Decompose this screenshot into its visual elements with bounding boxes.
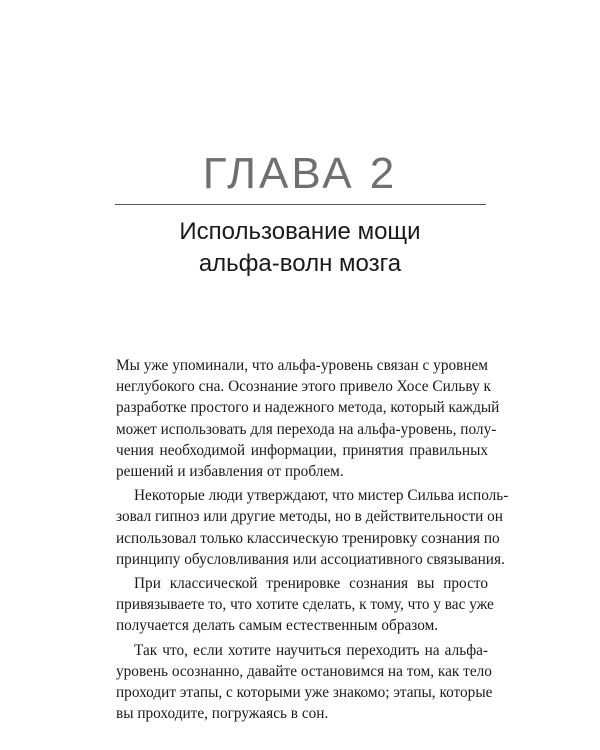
text-line: уровень осознанно, давайте остановимся на том, как тело: [116, 662, 492, 680]
text-line: вы проходите, погружаясь в сон.: [116, 705, 329, 723]
paragraph-1: [116, 355, 500, 482]
text-line: чения необходимой информации, принятия правильных: [116, 441, 488, 459]
paragraph-4: [116, 640, 493, 725]
text-line: неглубокого сна. Осознание этого привело Хосе Сильву к: [116, 378, 491, 396]
chapter-title-line-1: Использование мощи: [179, 218, 421, 245]
text-line: При классической тренировке сознания вы просто: [134, 575, 488, 593]
text-line: получается делать самым естественным образом.: [116, 617, 439, 635]
text-line: принципу обусловливания или ассоциативного связывания.: [116, 550, 505, 568]
body-text: [116, 355, 509, 724]
text-line: Мы уже упоминали, что альфа-уровень связан с уровнем: [116, 357, 488, 374]
text-line: привязываете то, что хотите сделать, к тому, что у вас уже: [116, 596, 494, 614]
text-line: разработке простого и надежного метода, который каждый: [116, 399, 500, 417]
text-line: использовал только классическую тренировку сознания по: [116, 529, 500, 547]
text-line: проходит этапы, с которыми уже знакомо; этапы, которые: [116, 684, 493, 702]
text-line: зовал гипноз или другие методы, но в действительности он: [116, 508, 503, 526]
chapter-title: [0, 216, 600, 280]
text-line: Некоторые люди утверждают, что мистер Сильва исполь-: [134, 487, 509, 505]
chapter-title-line-2: альфа-волн мозга: [198, 250, 402, 277]
text-line: Так что, если хотите научиться переходить на альфа-: [134, 641, 488, 659]
chapter-label: ГЛАВА 2: [202, 149, 398, 198]
divider-rule: [115, 204, 486, 205]
paragraph-2: [116, 485, 509, 570]
paragraph-3: [116, 573, 494, 637]
text-line: может использовать для перехода на альфа-уровень, полу-: [116, 420, 497, 438]
text-line: решений и избавления от проблем.: [116, 463, 344, 481]
